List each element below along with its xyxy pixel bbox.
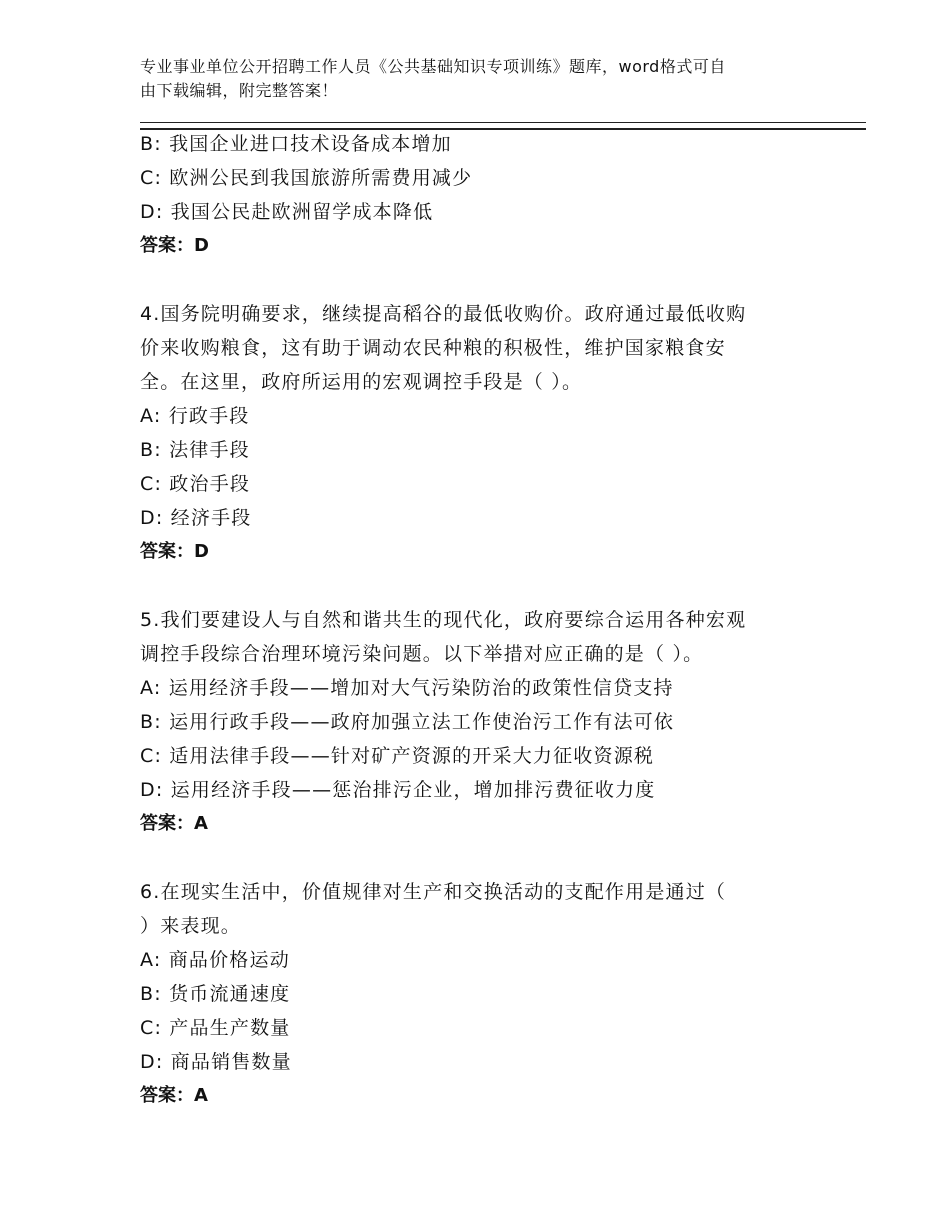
header-line-1: 专业事业单位公开招聘工作人员《公共基础知识专项训练》题库，word格式可自 [140, 57, 726, 76]
answer-label: 答案：D [140, 235, 209, 256]
question-list [140, 127, 800, 1113]
partial-question [140, 127, 800, 263]
question-stem-line: 4.国务院明确要求，继续提高稻谷的最低收购价。政府通过最低收购 [140, 303, 747, 325]
question-stem-line: 调控手段综合治理环境污染问题。以下举措对应正确的是（ ）。 [140, 643, 704, 665]
option-d: D: 运用经济手段——惩治排污企业，增加排污费征收力度 [140, 779, 656, 801]
option-d: D: 经济手段 [140, 507, 252, 529]
answer-label: 答案：D [140, 541, 209, 562]
option-c: C: 政治手段 [140, 473, 251, 495]
answer-label: 答案：A [140, 813, 208, 834]
question-stem-line: 价来收购粮食，这有助于调动农民种粮的积极性，维护国家粮食安 [140, 337, 726, 359]
option-a: A: 行政手段 [140, 405, 250, 427]
question-stem-line: 5.我们要建设人与自然和谐共生的现代化，政府要综合运用各种宏观 [140, 609, 747, 631]
question-6 [140, 875, 800, 1113]
page-header [140, 55, 810, 103]
question-4 [140, 297, 800, 569]
option-b: B: 法律手段 [140, 439, 250, 461]
option-a: A: 运用经济手段——增加对大气污染防治的政策性信贷支持 [140, 677, 674, 699]
option-a: A: 商品价格运动 [140, 949, 290, 971]
header-line-2: 由下载编辑，附完整答案！ [140, 81, 339, 100]
option-d: D: 我国公民赴欧洲留学成本降低 [140, 201, 434, 223]
question-stem-line: 6.在现实生活中，价值规律对生产和交换活动的支配作用是通过（ [140, 881, 727, 903]
option-d: D: 商品销售数量 [140, 1051, 292, 1073]
answer-label: 答案：A [140, 1085, 208, 1106]
option-b: B: 货币流通速度 [140, 983, 291, 1005]
question-stem-line: 全。在这里，政府所运用的宏观调控手段是（ ）。 [140, 371, 583, 393]
option-b: B: 运用行政手段——政府加强立法工作使治污工作有法可依 [140, 711, 675, 733]
option-c: C: 适用法律手段——针对矿产资源的开采大力征收资源税 [140, 745, 655, 767]
option-c: C: 欧洲公民到我国旅游所需费用减少 [140, 167, 473, 189]
question-5 [140, 603, 800, 841]
option-c: C: 产品生产数量 [140, 1017, 291, 1039]
option-b: B: 我国企业进口技术设备成本增加 [140, 133, 452, 155]
question-stem-line: ）来表现。 [140, 915, 242, 937]
